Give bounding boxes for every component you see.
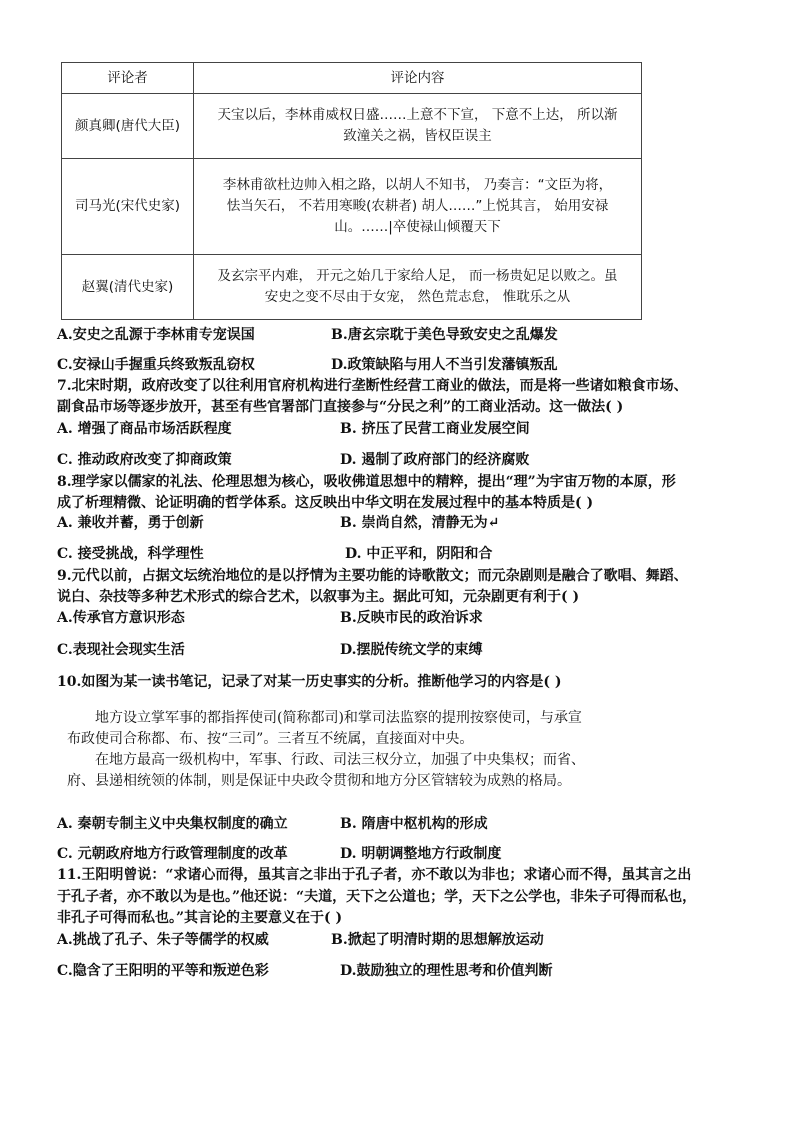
q8-stem-line2: 成了析理精微、论证明确的哲学体系。这反映出中华文明在发展过程中的基本特质是( ) — [57, 495, 594, 511]
q11-option-b[interactable]: B.掀起了明清时期的思想解放运动 — [331, 932, 544, 948]
q11-stem-line2: 于孔子者，亦不敢以为是也。”他还说：“夫道，天下之公道也；学，天下之公学也，非朱子可得而私也， — [57, 889, 697, 905]
content-line: 及玄宗平内难， 开元之始几于家给人足， 而一杨贵妃足以败之。虽 — [217, 268, 618, 284]
q10-note-line2: 布政使司合称都、布、按“三司”。三者互不统属，直接面对中央。 — [67, 731, 474, 747]
q6-option-c[interactable]: C.安禄山手握重兵终致叛乱窃权 — [57, 357, 255, 373]
q7-option-c[interactable]: C. 推动政府改变了抑商政策 — [57, 452, 232, 468]
q6-option-b[interactable]: B.唐玄宗耽于美色导致安史之乱爆发 — [331, 327, 558, 343]
content-line: 山。……|卒使禄山倾覆天下 — [334, 219, 501, 235]
q7-stem-line1: 7.北宋时期，政府改变了以往利用官府机构进行垄断性经营工商业的做法，而是将一些诸如粮食市场、 — [57, 378, 688, 394]
q8-option-d[interactable]: D. 中正平和，阴阳和合 — [345, 546, 493, 562]
commentary-table — [61, 62, 642, 320]
q9-option-b[interactable]: B.反映市民的政治诉求 — [340, 610, 483, 626]
q11-option-c[interactable]: C.隐含了王阳明的平等和叛逆色彩 — [57, 963, 269, 979]
q10-option-b[interactable]: B. 隋唐中枢机构的形成 — [340, 816, 488, 832]
q6-option-a[interactable]: A.安史之乱源于李林甫专宠误国 — [57, 327, 255, 343]
q9-option-c[interactable]: C.表现社会现实生活 — [57, 642, 185, 658]
q10-note-line3: 在地方最高一级机构中，军事、行政、司法三权分立，加强了中央集权；而省、 — [95, 752, 585, 768]
q8-stem-line1: 8.理学家以儒家的礼法、伦理思想为核心，吸收佛道思想中的精粹，提出“理”为宇宙万物的本原，形 — [57, 474, 676, 490]
q7-option-d[interactable]: D. 遏制了政府部门的经济腐败 — [340, 452, 530, 468]
content-line: 致潼关之祸，皆权臣误主 — [343, 128, 492, 144]
header-content: 评论内容 — [194, 63, 642, 94]
q10-note-line1: 地方设立掌军事的都指挥使司(简称都司)和掌司法监察的提刑按察使司，与承宣 — [95, 710, 582, 726]
content-cell — [194, 94, 642, 159]
q11-option-a[interactable]: A.挑战了孔子、朱子等儒学的权威 — [57, 932, 269, 948]
q6-option-d[interactable]: D.政策缺陷与用人不当引发藩镇叛乱 — [331, 357, 558, 373]
content-cell — [194, 159, 642, 255]
q10-note-line4: 府、县递相统领的体制，则是保证中央政令贯彻和地方分区管辖较为成熟的格局。 — [67, 773, 571, 789]
q7-option-a[interactable]: A. 增强了商品市场活跃程度 — [57, 421, 232, 437]
content-line: 安史之变不尽由于女宠， 然色荒志怠， 惟耽乐之从 — [264, 289, 571, 305]
table-row — [62, 94, 642, 159]
q9-option-d[interactable]: D.摆脱传统文学的束缚 — [340, 642, 483, 658]
q10-stem: 10.如图为某一读书笔记，记录了对某一历史事实的分析。推断他学习的内容是( ) — [57, 674, 562, 690]
q7-stem-line2: 副食品市场等逐步放开，甚至有些官署部门直接参与“分民之利”的工商业活动。这一做法( ) — [57, 399, 624, 415]
content-line: 李林甫欲杜边帅入相之路，以胡人不知书， 乃奏言：“文臣为将， — [222, 177, 613, 193]
q11-option-d[interactable]: D.鼓励独立的理性思考和价值判断 — [340, 963, 553, 979]
q7-option-b[interactable]: B. 挤压了民营工商业发展空间 — [340, 421, 530, 437]
table-row — [62, 159, 642, 255]
content-line: 天宝以后，李林甫威权日盛……上意不下宣， 下意不上达， 所以渐 — [217, 107, 618, 123]
commenter-cell: 赵翼(清代史家) — [62, 255, 194, 320]
commenter-cell: 颜真卿(唐代大臣) — [62, 94, 194, 159]
q11-stem-line3: 非孔子可得而私也。”其言论的主要意义在于( ) — [57, 910, 343, 926]
content-cell — [194, 255, 642, 320]
q8-option-a[interactable]: A. 兼收并蓄，勇于创新 — [57, 515, 204, 531]
table-header-row — [62, 63, 642, 94]
q9-option-a[interactable]: A.传承官方意识形态 — [57, 610, 185, 626]
header-commenter: 评论者 — [62, 63, 194, 94]
commenter-cell: 司马光(宋代史家) — [62, 159, 194, 255]
q10-option-c[interactable]: C. 元朝政府地方行政管理制度的改革 — [57, 846, 288, 862]
q11-stem-line1: 11.王阳明曾说：“求诸心而得，虽其言之非出于孔子者，亦不敢以为非也；求诸心而不得，虽其言之出 — [57, 867, 692, 883]
q8-option-b[interactable]: B. 崇尚自然，清静无为↵ — [340, 515, 500, 531]
q10-option-d[interactable]: D. 明朝调整地方行政制度 — [340, 846, 502, 862]
q9-stem-line1: 9.元代以前，占据文坛统治地位的是以抒情为主要功能的诗歌散文；而元杂剧则是融合了歌唱、舞蹈、 — [57, 568, 688, 584]
table-row — [62, 255, 642, 320]
q10-option-a[interactable]: A. 秦朝专制主义中央集权制度的确立 — [57, 816, 288, 832]
content-line: 怯当矢石， 不若用寒畯(农耕者) 胡人……”上悦其言， 始用安禄 — [226, 198, 609, 214]
q9-stem-line2: 说白、杂技等多种艺术形式的综合艺术，以叙事为主。据此可知，元杂剧更有利于( ) — [57, 589, 580, 605]
q8-option-c[interactable]: C. 接受挑战，科学理性 — [57, 546, 204, 562]
